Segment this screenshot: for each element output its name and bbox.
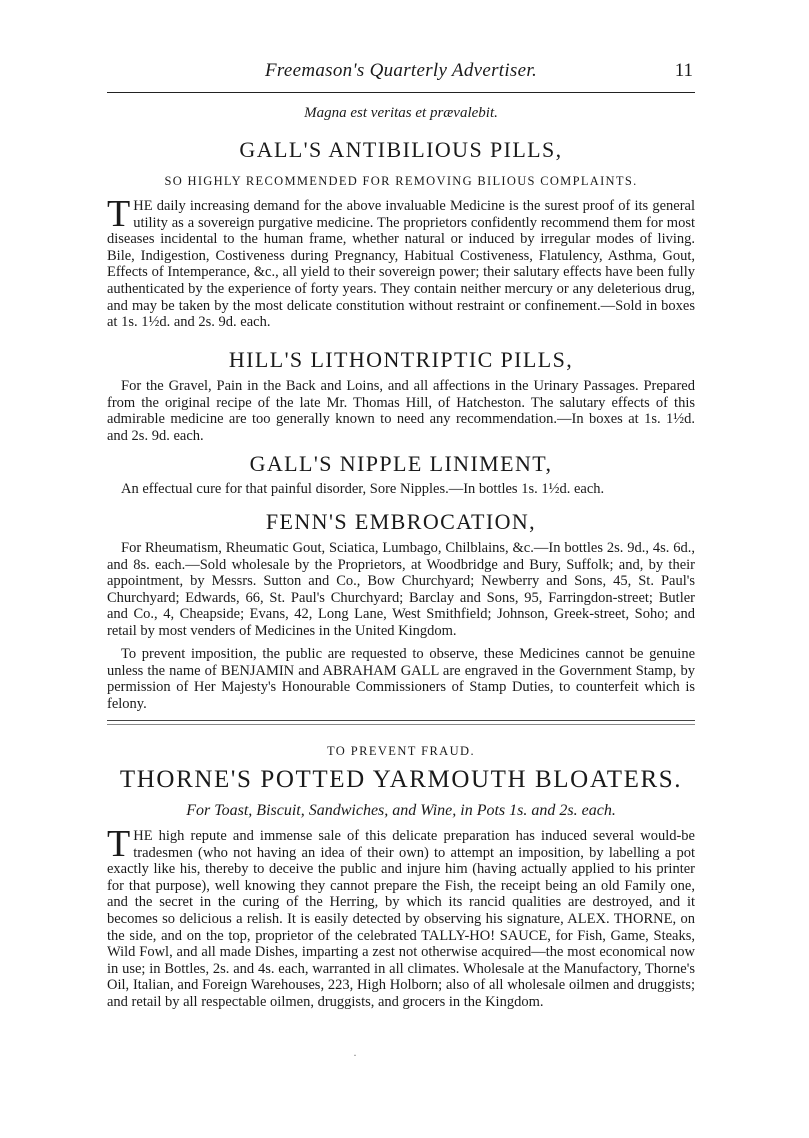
hills-pills-heading: HILL'S LITHONTRIPTIC PILLS, [228, 347, 574, 372]
galls-pills-heading: GALL'S ANTIBILIOUS PILLS, [239, 137, 563, 162]
galls-pills-subheading: SO HIGHLY RECOMMENDED FOR REMOVING BILIOUS COMPLAINTS. [164, 174, 638, 188]
fenns-body: For Rheumatism, Rheumatic Gout, Sciatica, Lumbago, Chilblains, &c.—In bottles 2s. 9d., 4s. 6d., and 8s. each.—Sold wholesale by the Proprietors, at Woodbridge and Bury, Suffolk; and, by their appointment, by Messrs. Sutton and Co., Bow Churchyard; Newberry and Sons, 45, St. Paul's Churchyard; Edwards, 66, St. Paul's Churchyard; Barclay and Sons, 95, Farringdon-street; Butler and Co., 4, Cheapside; Evans, 42, Long Lane, West Smithfield; Johnson, Greek-street, Soho; and retail by most venders of Medicines in the United Kingdom. [107, 540, 695, 639]
section-rule-thin [107, 724, 695, 725]
section-rule [107, 720, 695, 721]
thorne-subheading: For Toast, Biscuit, Sandwiches, and Wine, in Pots 1s. and 2s. each. [186, 802, 616, 819]
running-title: Freemason's Quarterly Advertiser. [264, 60, 537, 81]
galls-pills-paragraph [107, 193, 695, 331]
page-number: 11 [674, 60, 693, 81]
hills-pills-body: For the Gravel, Pain in the Back and Loins, and all affections in the Urinary Passages. Prepared from the original recipe of the late Mr. Thomas Hill, of Hatcheston. The salutary effects of this admirable medicine are too generally known to need any recommendation.—In boxes at 1s. 1½d. and 2s. 9d. each. [107, 378, 695, 444]
nipple-liniment-body: An effectual cure for that painful disorder, Sore Nipples.—In bottles 1s. 1½d. each. [121, 481, 605, 497]
thorne-heading: THORNE'S POTTED YARMOUTH BLOATERS. [119, 766, 683, 793]
motto: Magna est veritas et prævalebit. [304, 105, 498, 121]
prevent-fraud-kicker: TO PREVENT FRAUD. [326, 744, 475, 758]
fenns-notice: To prevent imposition, the public are requested to observe, these Medicines cannot be genuine unless the name of BENJAMIN and ABRAHAM GALL are engraved in the Government Stamp, by permission of Her Majesty's Honourable Commissioners of Stamp Duties, to counterfeit which is felony. [107, 646, 695, 712]
thorne-body: HE high repute and immense sale of this delicate preparation has induced several would-be tradesmen (who not having an idea of their own) to attempt an imposition, by labelling a pot exactly like his, thereby to deceive the public and injure him (having actually applied to his printer for that purpose), well knowing they cannot prepare the Fish, the receipt being an old Family one, and the secret in the curing of the Herring, by which its rancid qualities are destroyed, and it becomes so delicious a relish. It is easily detected by observing his signature, ALEX. THORNE, on the side, and on the top, proprietor of the celebrated TALLY-HO! SAUCE, for Fish, Game, Steaks, Wild Fowl, and all made Dishes, imparting a zest not otherwise acquired—the most economical now in use; in Bottles, 2s. and 4s. each, warranted in all climates. Wholesale at the Manufactory, Thorne's Oil, Italian, and Foreign Warehouses, 223, High Holborn; also of all wholesale oilmen and druggists; and retail by all respectable oilmen, druggists, and grocers in the Kingdom. [107, 828, 695, 1010]
running-head [107, 60, 695, 86]
nipple-liniment-heading: GALL'S NIPPLE LINIMENT, [249, 451, 553, 476]
header-rule [107, 92, 695, 93]
thorne-paragraph [107, 823, 695, 1011]
fenns-heading: FENN'S EMBROCATION, [265, 509, 537, 534]
thorne-dropcap: T [107, 823, 131, 865]
galls-pills-body: HE daily increasing demand for the above invaluable Medicine is the surest proof of its general utility as a sovereign purgative medicine. The proprietors confidently recommend them for most diseases incidental to the human frame, whether natural or induced by irregular modes of living. Bile, Indigestion, Costiveness during Pregnancy, Habitual Costiveness, Flatulency, Asthma, Gout, Effects of Intemperance, &c., all yield to their sovereign power; their salutary effects have been fully authenticated by the experience of forty years. They contain neither mercury or any deleterious drug, and may be taken by the most delicate constitution without restraint or confinement.—Sold in boxes at 1s. 1½d. and 2s. 9d. each. [107, 198, 695, 331]
galls-pills-dropcap: T [107, 193, 131, 235]
footer-mark: · [353, 1048, 357, 1062]
